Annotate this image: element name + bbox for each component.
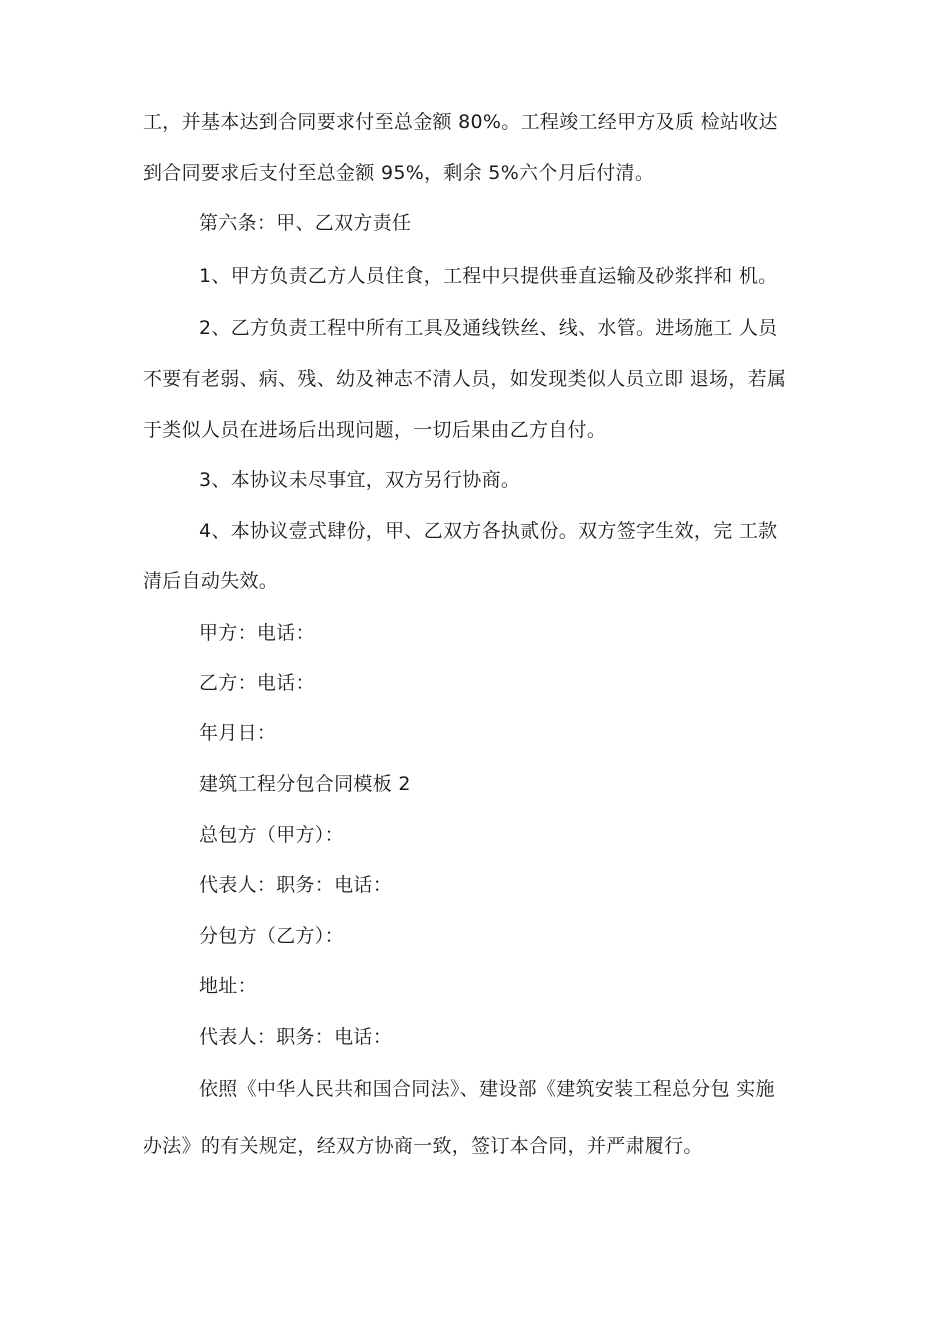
paragraph-line: 到合同要求后支付至总金额 95%，剩余 5%六个月后付清。: [143, 162, 655, 184]
party-field: 分包方（乙方）：: [199, 925, 344, 947]
clause-item: 3、本协议未尽事宜，双方另行协商。: [199, 469, 521, 491]
paragraph-line: 依照《中华人民共和国合同法》、建设部《建筑安装工程总分包 实施: [199, 1078, 775, 1100]
party-field: 总包方（甲方）：: [199, 824, 344, 846]
paragraph-line: 清后自动失效。: [143, 570, 279, 592]
clause-item: 2、乙方负责工程中所有工具及通线铁丝、线、水管。进场施工 人员: [199, 317, 778, 339]
signature-field: 乙方：电话：: [199, 672, 315, 694]
paragraph-line: 于类似人员在进场后出现问题，一切后果由乙方自付。: [143, 419, 607, 441]
paragraph-line: 不要有老弱、病、残、幼及神志不清人员，如发现类似人员立即 退场，若属: [143, 368, 787, 390]
paragraph-line: 办法》的有关规定，经双方协商一致，签订本合同，并严肃履行。: [143, 1135, 703, 1157]
party-field: 代表人：职务：电话：: [199, 1026, 393, 1048]
article-heading: 第六条：甲、乙双方责任: [199, 212, 412, 234]
party-field: 代表人：职务：电话：: [199, 874, 393, 896]
date-field: 年月日：: [199, 722, 277, 744]
section-title: 建筑工程分包合同模板 2: [199, 773, 411, 795]
signature-field: 甲方：电话：: [199, 622, 315, 644]
clause-item: 4、本协议壹式肆份，甲、乙双方各执贰份。双方签字生效，完 工款: [199, 520, 778, 542]
paragraph-line: 工，并基本达到合同要求付至总金额 80%。工程竣工经甲方及质 检站收达: [143, 111, 778, 133]
party-field: 地址：: [199, 975, 257, 997]
clause-item: 1、甲方负责乙方人员住食，工程中只提供垂直运输及砂浆拌和 机。: [199, 265, 778, 287]
